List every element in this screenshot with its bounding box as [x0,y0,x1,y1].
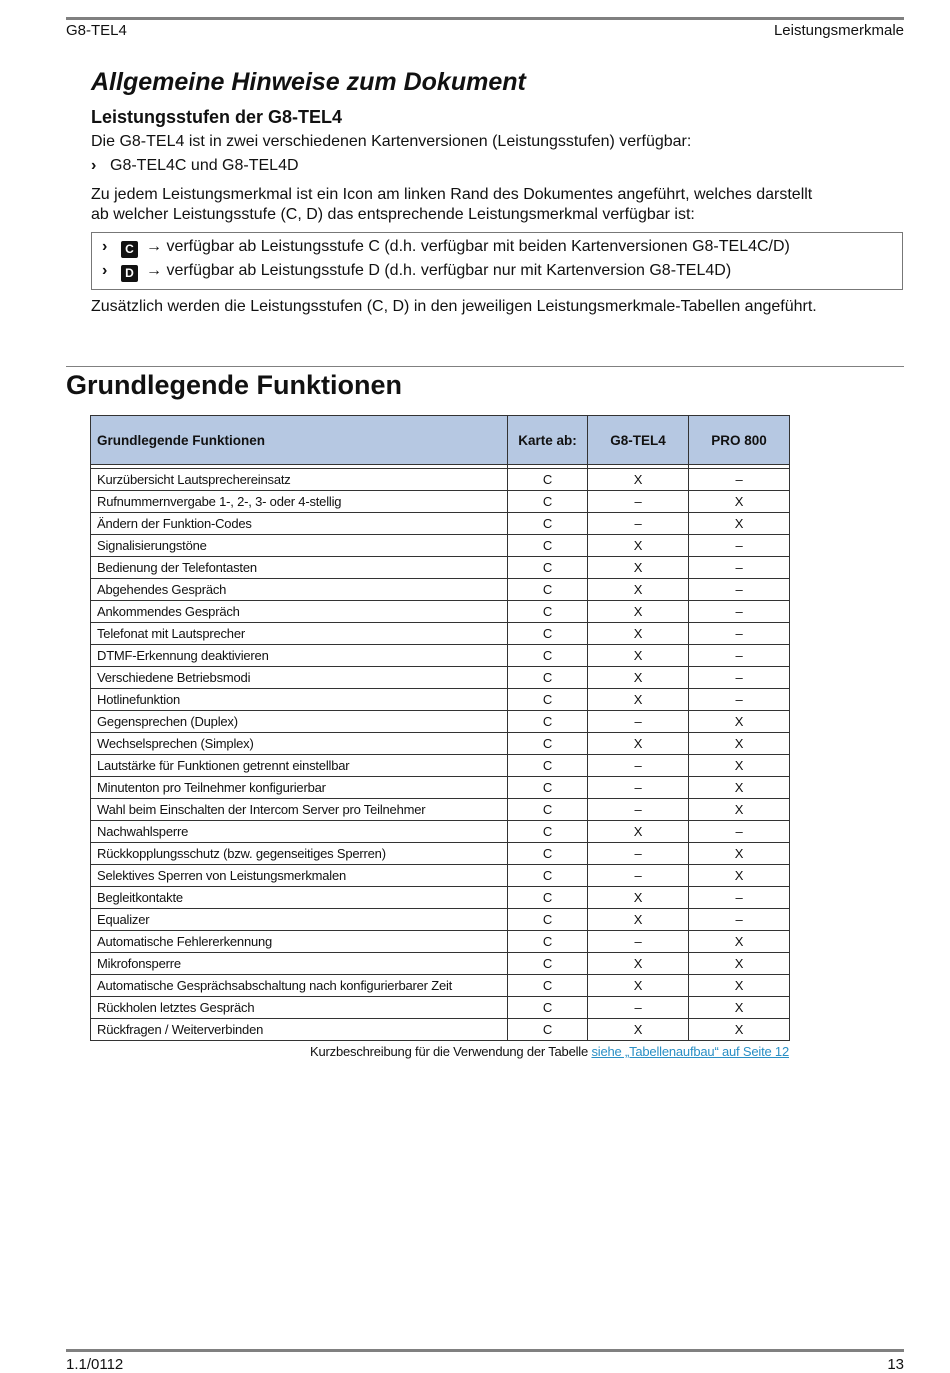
cell-level: C [508,557,588,579]
cell-g8-tel4: – [588,997,689,1019]
intro-paragraph: Die G8-TEL4 ist in zwei verschiedenen Kartenversionen (Leistungsstufen) verfügbar: [91,133,692,150]
cell-g8-tel4: – [588,491,689,513]
cell-g8-tel4: X [588,733,689,755]
cell-g8-tel4: – [588,799,689,821]
table-row [91,645,790,667]
caption-text: Kurzbeschreibung für die Verwendung der Tabelle [310,1044,592,1059]
table-layout-link[interactable]: siehe „Tabellenaufbau“ auf Seite 12 [591,1044,789,1059]
table-row [91,557,790,579]
cell-pro-800: X [689,777,790,799]
cell-level: C [508,469,588,491]
cell-pro-800: – [689,821,790,843]
cell-pro-800: – [689,909,790,931]
header-doc-name: G8-TEL4 [66,22,127,39]
cell-g8-tel4: – [588,711,689,733]
cell-level: C [508,601,588,623]
table-row [91,469,790,491]
footer-version: 1.1/0112 [66,1356,124,1373]
cell-g8-tel4: X [588,623,689,645]
cell-level: C [508,865,588,887]
table-row [91,579,790,601]
cell-level: C [508,975,588,997]
cell-g8-tel4: X [588,689,689,711]
cell-function: DTMF-Erkennung deaktivieren [91,645,508,667]
cell-function: Abgehendes Gespräch [91,579,508,601]
table-row [91,843,790,865]
table-row [91,821,790,843]
cell-function: Signalisierungstöne [91,535,508,557]
description-line-1: Zu jedem Leistungsmerkmal ist ein Icon am linken Rand des Dokumentes angeführt, welches darstellt [91,186,813,203]
bullet-item [91,156,299,176]
cell-function: Hotlinefunktion [91,689,508,711]
cell-level: C [508,733,588,755]
cell-pro-800: – [689,887,790,909]
cell-function: Equalizer [91,909,508,931]
cell-g8-tel4: X [588,667,689,689]
cell-g8-tel4: X [588,557,689,579]
cell-pro-800: – [689,557,790,579]
cell-pro-800: – [689,601,790,623]
table-row [91,1019,790,1041]
cell-level: C [508,931,588,953]
table-caption [90,1044,789,1059]
cell-g8-tel4: – [588,843,689,865]
cell-level: C [508,689,588,711]
cell-function: Rufnummernvergabe 1-, 2-, 3- oder 4-stellig [91,491,508,513]
header-rule [66,17,904,20]
cell-g8-tel4: X [588,953,689,975]
bullet-arrow-icon: › [91,157,97,174]
cell-g8-tel4: – [588,777,689,799]
cell-function: Rückholen letztes Gespräch [91,997,508,1019]
level-legend-box [91,232,903,290]
legend-line-c [102,237,790,258]
table-row [91,799,790,821]
table-header-row [91,416,790,465]
legend-text-c: → verfügbar ab Leistungsstufe C (d.h. verfügbar mit beiden Kartenversionen G8-TEL4C/D) [146,238,790,255]
table-row [91,711,790,733]
cell-g8-tel4: – [588,513,689,535]
cell-level: C [508,623,588,645]
cell-level: C [508,843,588,865]
table-row [91,755,790,777]
cell-g8-tel4: X [588,579,689,601]
bullet-text: G8-TEL4C und G8-TEL4D [110,157,299,174]
cell-pro-800: X [689,843,790,865]
cell-g8-tel4: X [588,645,689,667]
table-row [91,689,790,711]
table-row [91,513,790,535]
cell-level: C [508,799,588,821]
cell-level: C [508,755,588,777]
section-title-basic-functions: Grundlegende Funktionen [66,370,402,400]
cell-level: C [508,997,588,1019]
cell-level: C [508,711,588,733]
cell-pro-800: X [689,491,790,513]
cell-function: Bedienung der Telefontasten [91,557,508,579]
cell-pro-800: X [689,513,790,535]
cell-function: Automatische Fehlererkennung [91,931,508,953]
cell-function: Begleitkontakte [91,887,508,909]
table-row [91,909,790,931]
table-row [91,997,790,1019]
cell-level: C [508,491,588,513]
cell-pro-800: X [689,931,790,953]
cell-pro-800: – [689,645,790,667]
cell-level: C [508,953,588,975]
table-row [91,535,790,557]
cell-function: Verschiedene Betriebsmodi [91,667,508,689]
cell-pro-800: X [689,975,790,997]
table-row [91,777,790,799]
cell-pro-800: X [689,997,790,1019]
cell-function: Selektives Sperren von Leistungsmerkmalen [91,865,508,887]
footer-rule [66,1349,904,1352]
cell-pro-800: X [689,711,790,733]
level-c-badge-icon: C [121,241,138,258]
cell-g8-tel4: X [588,975,689,997]
footer-page-number: 13 [887,1356,904,1373]
section-title-general-notes: Allgemeine Hinweise zum Dokument [91,68,526,96]
cell-g8-tel4: X [588,601,689,623]
cell-pro-800: X [689,755,790,777]
legend-line-d [102,261,731,282]
cell-function: Ankommendes Gespräch [91,601,508,623]
cell-level: C [508,821,588,843]
cell-g8-tel4: – [588,931,689,953]
cell-g8-tel4: X [588,469,689,491]
column-header-g8-tel4: G8-TEL4 [588,416,689,465]
table-body [91,465,790,1041]
cell-function: Gegensprechen (Duplex) [91,711,508,733]
cell-function: Wahl beim Einschalten der Intercom Server pro Teilnehmer [91,799,508,821]
cell-function: Telefonat mit Lautsprecher [91,623,508,645]
bullet-arrow-icon: › [102,238,108,255]
cell-level: C [508,887,588,909]
column-header-level: Karte ab: [508,416,588,465]
cell-function: Automatische Gesprächsabschaltung nach konfigurierbarer Zeit [91,975,508,997]
cell-g8-tel4: X [588,535,689,557]
table-row [91,975,790,997]
cell-g8-tel4: X [588,821,689,843]
cell-level: C [508,909,588,931]
header-section-name: Leistungsmerkmale [773,22,904,39]
cell-g8-tel4: – [588,865,689,887]
cell-pro-800: – [689,469,790,491]
cell-function: Mikrofonsperre [91,953,508,975]
table-row [91,953,790,975]
description-line-2: ab welcher Leistungsstufe (C, D) das entsprechende Leistungsmerkmal verfügbar ist: [91,206,695,223]
cell-level: C [508,513,588,535]
cell-pro-800: X [689,953,790,975]
cell-pro-800: – [689,623,790,645]
closing-paragraph: Zusätzlich werden die Leistungsstufen (C, D) in den jeweiligen Leistungsmerkmale-Tabellen angeführt. [91,298,817,315]
cell-g8-tel4: X [588,1019,689,1041]
table-row [91,733,790,755]
cell-function: Minutenton pro Teilnehmer konfigurierbar [91,777,508,799]
cell-level: C [508,645,588,667]
bullet-arrow-icon: › [102,262,108,279]
table-row [91,865,790,887]
table-row [91,931,790,953]
cell-level: C [508,667,588,689]
cell-function: Wechselsprechen (Simplex) [91,733,508,755]
cell-pro-800: X [689,799,790,821]
cell-function: Kurzübersicht Lautsprechereinsatz [91,469,508,491]
cell-pro-800: – [689,579,790,601]
cell-pro-800: X [689,733,790,755]
cell-function: Rückfragen / Weiterverbinden [91,1019,508,1041]
table-row [91,887,790,909]
subheading-performance-levels: Leistungsstufen der G8-TEL4 [91,107,343,127]
column-header-function: Grundlegende Funktionen [91,416,508,465]
cell-function: Ändern der Funktion-Codes [91,513,508,535]
cell-g8-tel4: X [588,909,689,931]
table-row [91,491,790,513]
cell-pro-800: – [689,535,790,557]
level-d-badge-icon: D [121,265,138,282]
cell-level: C [508,777,588,799]
cell-pro-800: – [689,689,790,711]
column-header-pro-800: PRO 800 [689,416,790,465]
table-row [91,623,790,645]
cell-pro-800: X [689,865,790,887]
cell-level: C [508,579,588,601]
cell-pro-800: X [689,1019,790,1041]
cell-function: Lautstärke für Funktionen getrennt einstellbar [91,755,508,777]
cell-g8-tel4: X [588,887,689,909]
cell-function: Rückkopplungsschutz (bzw. gegenseitiges Sperren) [91,843,508,865]
cell-level: C [508,1019,588,1041]
table-row [91,601,790,623]
legend-text-d: → verfügbar ab Leistungsstufe D (d.h. verfügbar nur mit Kartenversion G8-TEL4D) [146,262,732,279]
cell-function: Nachwahlsperre [91,821,508,843]
cell-g8-tel4: – [588,755,689,777]
cell-level: C [508,535,588,557]
table-row [91,667,790,689]
cell-pro-800: – [689,667,790,689]
functions-table [90,415,790,1041]
section-rule [66,366,904,367]
